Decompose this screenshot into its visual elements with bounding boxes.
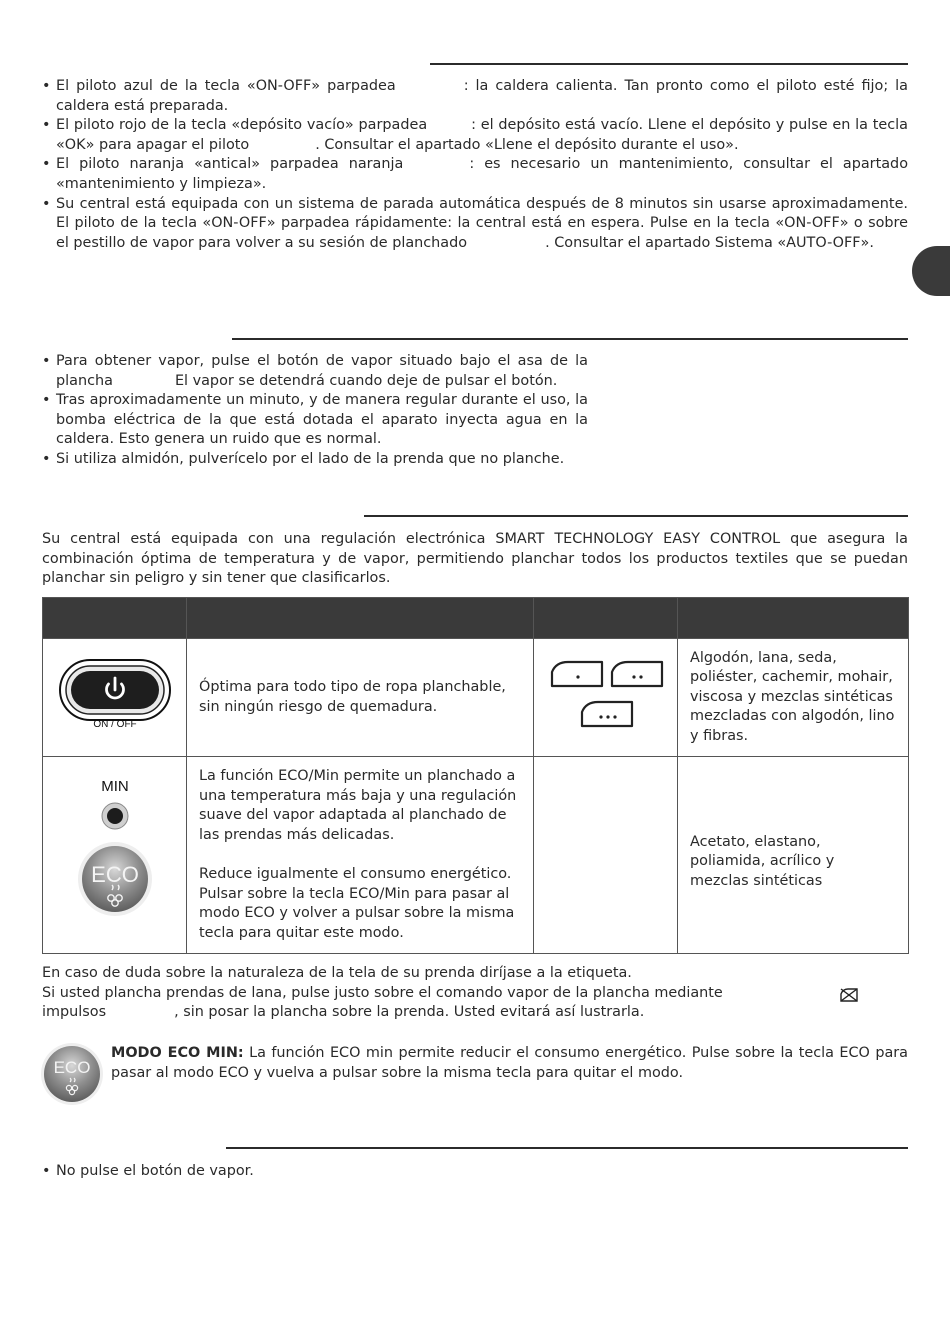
table-cell (187, 757, 534, 954)
wool-note-line-1: Si usted plancha prendas de lana, pulse justo sobre el comando vapor de la plancha mediante (42, 984, 908, 1004)
no-steam-list (42, 1162, 908, 1182)
temperature-control-table (42, 597, 909, 954)
section-rule-4 (226, 1147, 908, 1149)
min-label: MIN (100, 777, 129, 795)
list-item: • Su central está equipada con un sistema de parada automática después de 8 minutos sin usarse aproximadamente. El piloto de la tecla «ON-OFF» parpadea rápidamente: la central está en espera. Pulse en la tecla «ON-OFF» o sobre el pestillo de vapor para volver a su sesión de planchado . Consultar el apartado Sistema «AUTO-OFF». (42, 195, 908, 254)
table-cell (43, 639, 187, 757)
fabric-notes (42, 964, 908, 1023)
list-item: • Si utiliza almidón, pulverícelo por el lado de la prenda que no planche. (42, 450, 588, 470)
table-row (43, 639, 909, 757)
table-cell: Algodón, lana, seda, poliéster, cachemir, mohair, viscosa y mezclas sintéticas mezcladas con algodón, lino y fibras. (678, 639, 909, 757)
iron-one-dot-icon (552, 662, 602, 686)
table-cell (43, 757, 187, 954)
list-item: • Para obtener vapor, pulse el botón de vapor situado bajo el asa de la plancha El vapor se detendrá cuando deje de pulsar el botón. (42, 352, 588, 391)
eco-min-button-icon (70, 777, 160, 927)
smart-technology-intro: Su central está equipada con una regulación electrónica SMART TECHNOLOGY EASY CONTROL que asegura la combinación óptima de temperatura y de vapor, permitiendo planchar todos los productos textiles que se puedan planchar sin peligro y sin tener que clasificarlos. (42, 531, 908, 587)
list-item: • El piloto azul de la tecla «ON-OFF» parpadea : la caldera calienta. Tan pronto como el piloto esté fijo; la caldera está preparada. (42, 77, 908, 116)
eco-label: ECO (90, 861, 139, 887)
section-rule-1 (430, 63, 908, 65)
table-header-row (43, 598, 909, 639)
list-item: • No pulse el botón de vapor. (42, 1162, 908, 1182)
list-item: • Tras aproximadamente un minuto, y de manera regular durante el uso, la bomba eléctrica de la que está dotada el aparato inyecta agua en la caldera. Esto genera un ruido que es normal. (42, 391, 588, 450)
delicate-fabric-symbol-icon (840, 988, 858, 1002)
status-light-list (42, 77, 908, 253)
table-cell (534, 639, 678, 757)
eco-description-2: Reduce igualmente el consumo energético. Pulsar sobre la tecla ECO/Min para pasar al modo ECO y volver a pulsar sobre la misma tecla para quitar este modo. (199, 865, 515, 941)
table-header-cell (43, 598, 187, 639)
eco-badge-label: ECO (53, 1058, 91, 1077)
section-rule-3 (364, 515, 908, 517)
table-header-cell (678, 598, 909, 639)
eco-mode-paragraph: MODO ECO MIN: La función ECO min permite reducir el consumo energético. Pulse sobre la tecla ECO para pasar al modo ECO y vuelva a pulsar sobre la misma tecla para quitar el modo. (111, 1045, 909, 1081)
on-off-button-icon (57, 657, 173, 731)
table-cell: Óptima para todo tipo de ropa planchable, sin ningún riesgo de quemadura. (187, 639, 534, 757)
table-header-cell (187, 598, 534, 639)
table-header-cell (534, 598, 678, 639)
iron-temperature-icons (546, 654, 666, 734)
table-row (43, 757, 909, 954)
section-rule-2 (232, 338, 908, 340)
side-tab-marker (912, 246, 950, 296)
iron-three-dots-icon (582, 702, 632, 726)
table-cell (534, 757, 678, 954)
list-item: • El piloto rojo de la tecla «depósito vacío» parpadea : el depósito está vacío. Llene el depósito y pulse en la tecla «OK» para apagar el piloto . Consultar el apartado «Llene el depósito durante el uso». (42, 116, 908, 155)
wool-note-line-2: impulsos , sin posar la plancha sobre la prenda. Usted evitará así lustrarla. (42, 1004, 645, 1021)
list-item: • El piloto naranja «antical» parpadea naranja : es necesario un mantenimiento, consultar el apartado «mantenimiento y limpieza». (42, 155, 908, 194)
eco-description-1: La función ECO/Min permite un planchado a una temperatura más baja y una regulación suave del vapor adaptada al planchado de las prendas más delicadas. (199, 768, 517, 843)
table-cell: Acetato, elastano, poliamida, acrílico y mezclas sintéticas (678, 757, 909, 954)
iron-two-dots-icon (612, 662, 662, 686)
eco-mode-badge-icon (40, 1042, 104, 1106)
on-off-label: ON / OFF (92, 719, 137, 731)
steam-instructions-list (42, 352, 588, 470)
label-note: En caso de duda sobre la naturaleza de la tela de su prenda diríjase a la etiqueta. (42, 965, 632, 981)
